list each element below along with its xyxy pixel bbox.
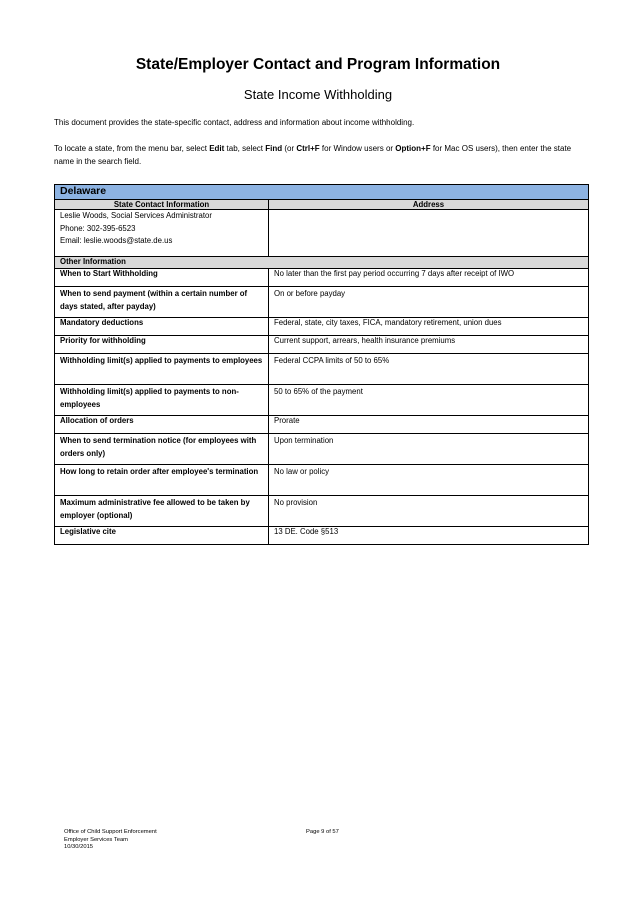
row-label: Legislative cite [55,527,269,545]
table-row [55,416,589,434]
state-name-row [55,185,589,200]
table-row [55,527,589,545]
footer-left [64,829,157,852]
table-row [55,287,589,318]
row-value: Federal, state, city taxes, FICA, mandatory retirement, union dues [269,318,589,336]
instructions-find: Find [265,144,283,153]
row-label: Priority for withholding [55,336,269,354]
row-label: When to Start Withholding [55,269,269,287]
address-cell [269,210,589,257]
row-value: No provision [269,496,589,527]
other-info-header-row [55,257,589,269]
contact-row [55,210,589,257]
instructions-text-2: tab, select [224,144,266,153]
document-subtitle: State Income Withholding [243,87,393,102]
table-row [55,318,589,336]
table-row [55,385,589,416]
document-title: State/Employer Contact and Program Information [135,56,501,73]
row-label: Mandatory deductions [55,318,269,336]
row-label: Withholding limit(s) applied to payments to non-employees [55,385,269,416]
row-label: Withholding limit(s) applied to payments to employees [55,354,269,385]
contact-name: Leslie Woods, Social Services Administrator [60,211,212,220]
contact-email: Email: leslie.woods@state.de.us [60,236,173,245]
state-name: Delaware [55,185,589,200]
row-value: Upon termination [269,434,589,465]
row-label: When to send payment (within a certain number of days stated, after payday) [55,287,269,318]
table-row [55,465,589,496]
row-label: When to send termination notice (for employees with orders only) [55,434,269,465]
row-value: On or before payday [269,287,589,318]
row-value: 13 DE. Code §513 [269,527,589,545]
footer-team: Employer Services Team [64,836,129,843]
column-header-row [55,200,589,210]
contact-cell [55,210,269,257]
footer-date: 10/30/2015 [64,844,94,850]
row-label: How long to retain order after employee's termination [55,465,269,496]
table-row [55,354,589,385]
row-value: Current support, arrears, health insurance premiums [269,336,589,354]
row-value: Federal CCPA limits of 50 to 65% [269,354,589,385]
footer-page-number: Page 9 of 57 [306,829,339,835]
row-value: Prorate [269,416,589,434]
instructions-text-1: To locate a state, from the menu bar, select [54,144,210,153]
other-info-header: Other Information [55,257,589,269]
instructions-text-5: for Mac OS users), then enter the state name in the search field. [54,144,572,166]
row-label: Allocation of orders [55,416,269,434]
instructions-optf: Option+F [395,144,431,153]
contact-header: State Contact Information [55,200,269,210]
instructions-edit: Edit [209,144,225,153]
instructions-text-3: (or [282,144,297,153]
intro-paragraph: This document provides the state-specific contact, address and information about income withholding. [54,118,415,127]
table-row [55,269,589,287]
address-header: Address [269,200,589,210]
instructions-text-4: for Window users or [319,144,396,153]
table-row [55,336,589,354]
row-value: 50 to 65% of the payment [269,385,589,416]
row-label: Maximum administrative fee allowed to be taken by employer (optional) [55,496,269,527]
instructions-paragraph [54,142,584,168]
instructions-ctrlf: Ctrl+F [296,144,320,153]
table-row [55,434,589,465]
row-value: No later than the first pay period occurring 7 days after receipt of IWO [269,269,589,287]
footer-org: Office of Child Support Enforcement [64,829,157,835]
table-row [55,496,589,527]
state-info-table [54,184,589,545]
contact-phone: Phone: 302-395-6523 [60,223,136,233]
row-value: No law or policy [269,465,589,496]
